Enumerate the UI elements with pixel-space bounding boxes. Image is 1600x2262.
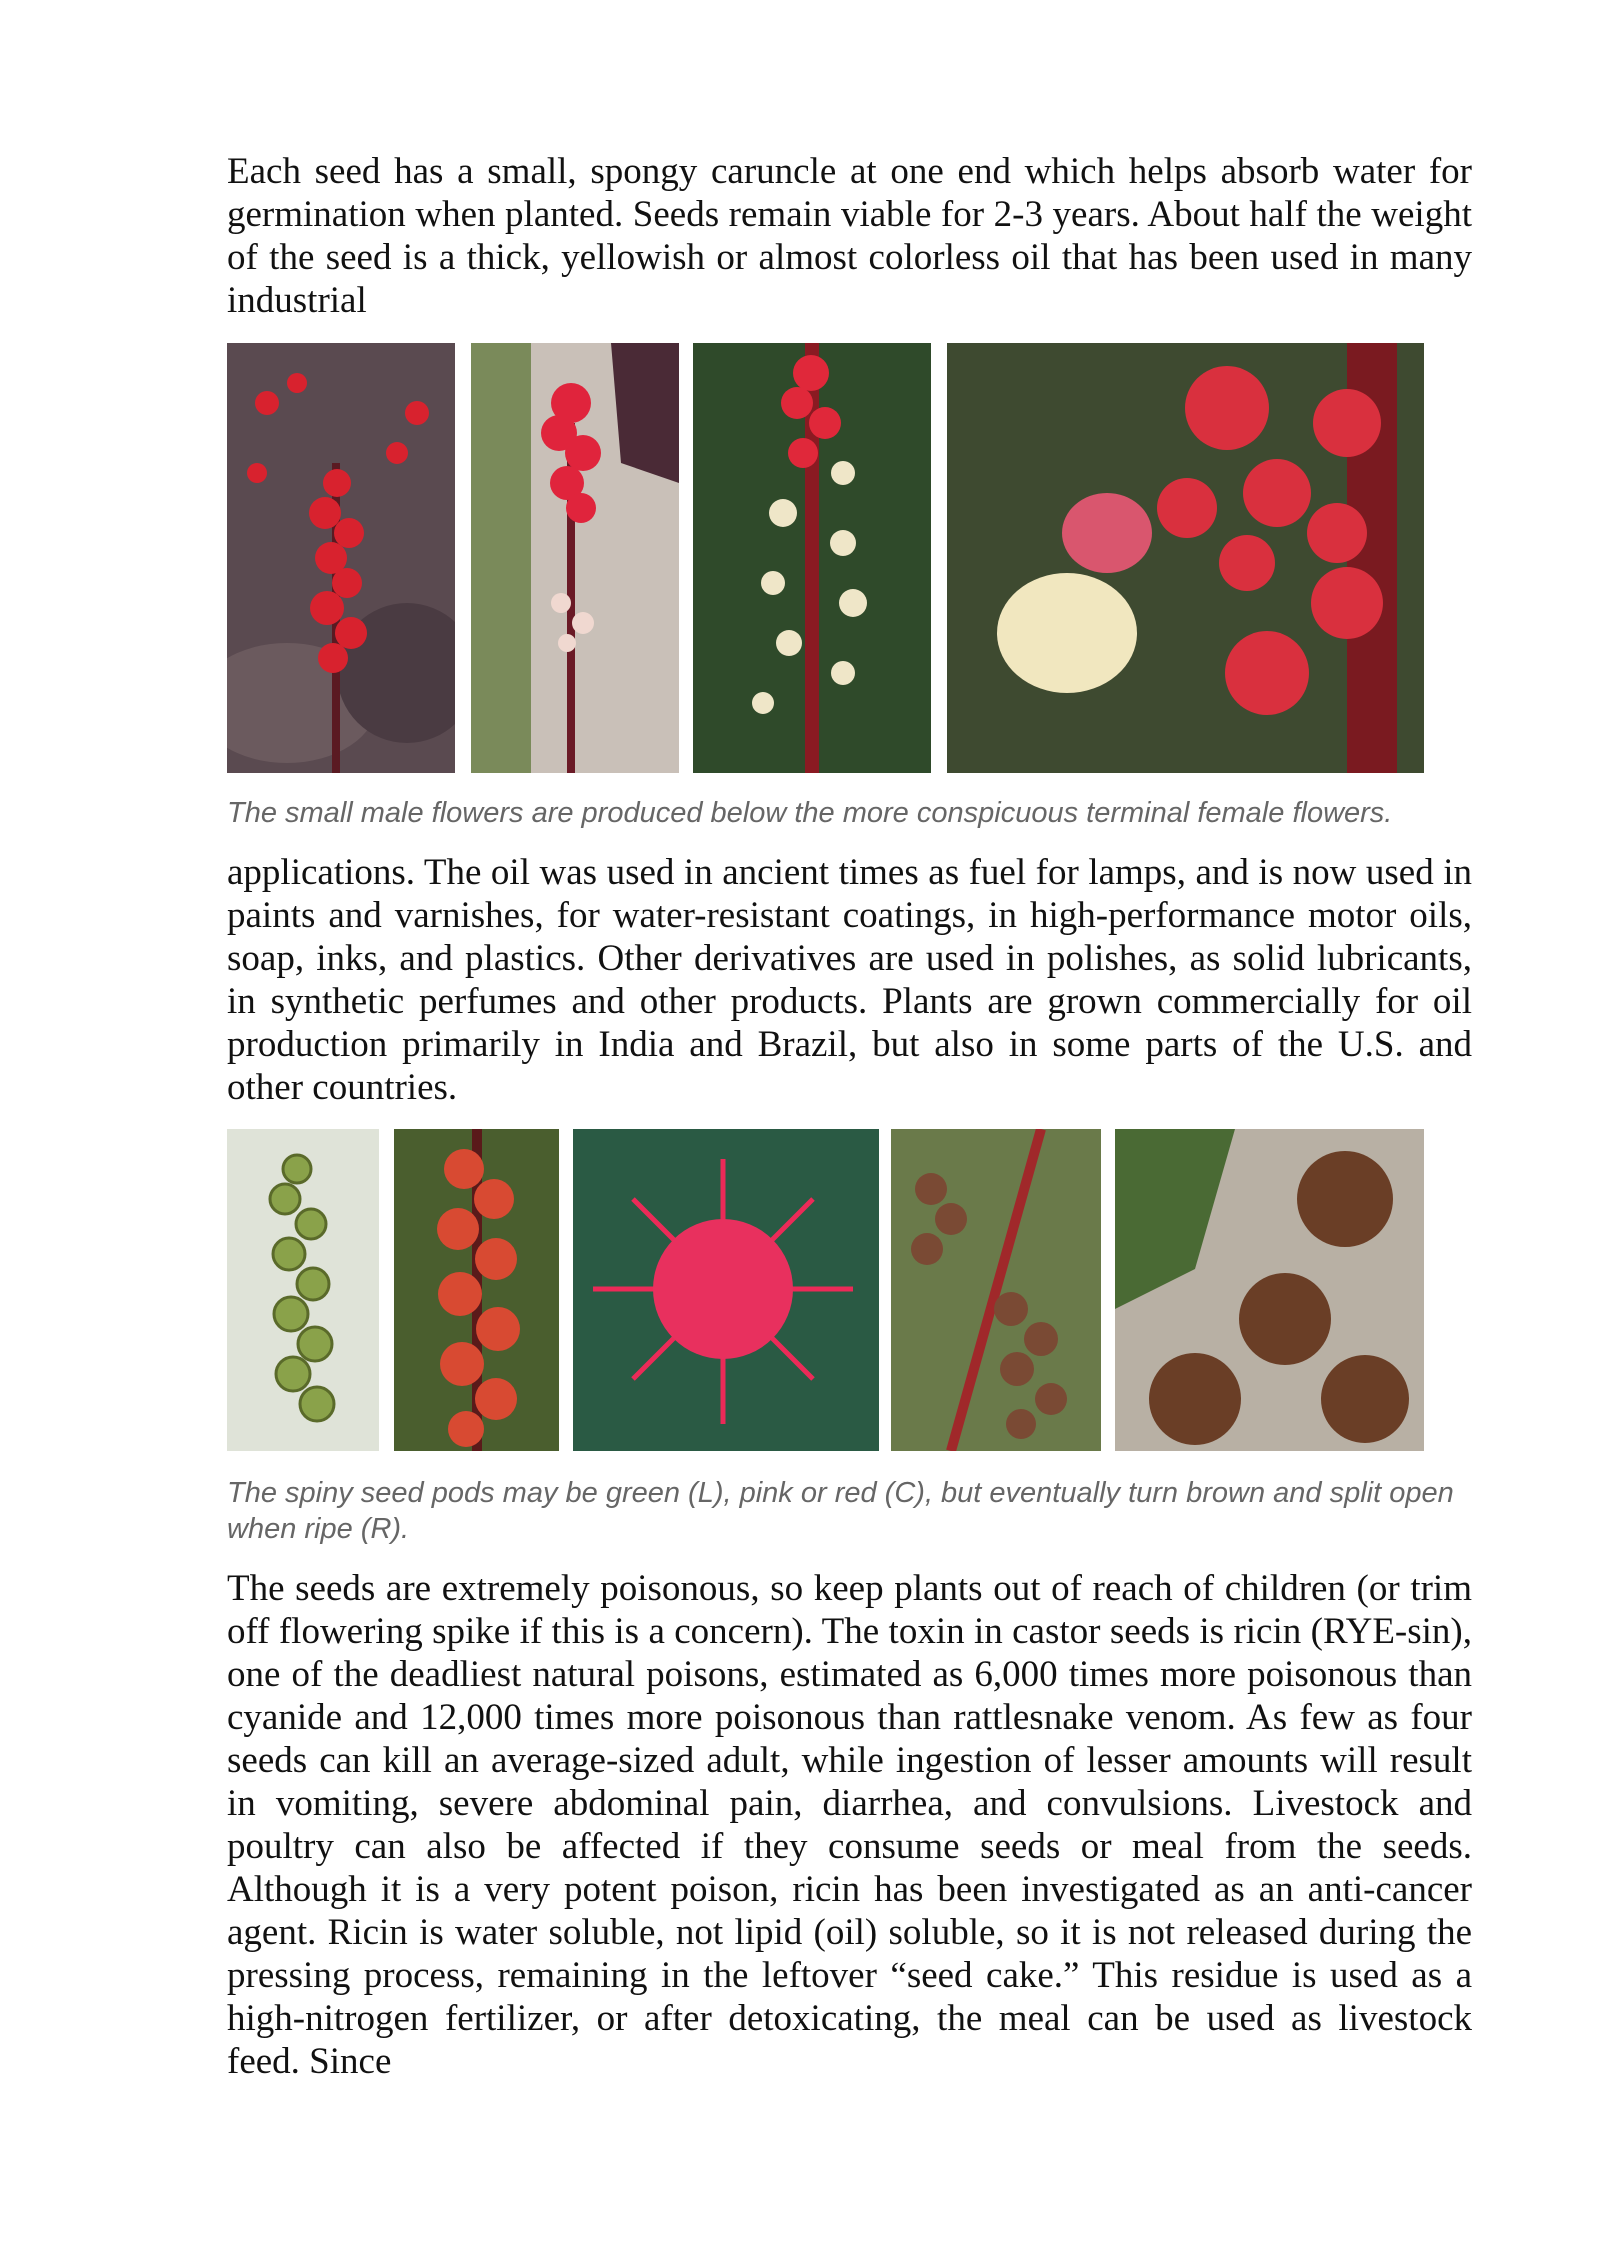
seed-pod-photo-split-ripe [1115, 1129, 1424, 1451]
seed-pod-photo-red-cluster [394, 1129, 559, 1451]
seed-pod-photo-brown-cluster [891, 1129, 1101, 1451]
caption-flowers: The small male flowers are produced below the more conspicuous terminal female flowers. [227, 797, 1393, 829]
paragraph-ricin-toxin: The seeds are extremely poisonous, so keep plants out of reach of children (or trim off flowering spike if this is a concern). The toxin in castor seeds is ricin (RYE-sin), one of the deadliest natural poisons, estimated as 6,000 times more poisonous than cyanide and 12,000 times more poisonous than rattlesnake venom. As few as four seeds can kill an average-sized adult, while ingestion of lesser amounts will result in vomiting, severe abdominal pain, diarrhea, and convulsions. Livestock and poultry can also be affected if they consume seeds or meal from the seeds. Although it is a very potent poison, ricin has been investigated as an anti-cancer agent. Ricin is water soluble, not lipid (oil) soluble, so it is not released during the pressing process, remaining in the leftover “seed cake.” This residue is used as a high-nitrogen fertilizer, or after detoxicating, the meal can be used as livestock feed. Since [227, 1568, 1472, 2082]
flower-photo-male-flowers [693, 343, 931, 773]
paragraph-oil-applications: applications. The oil was used in ancient times as fuel for lamps, and is now used in paints and varnishes, for water-resistant coatings, in high-performance motor oils, soap, inks, and plastics. Other derivatives are used in polishes, as solid lubricants, in synthetic perfumes and other products. Plants are grown commercially for oil production primarily in India and Brazil, but also in some parts of the U.S. and other countries. [227, 852, 1472, 1108]
flower-photo-closeup [947, 343, 1424, 773]
flower-photo-row [227, 343, 1424, 773]
seed-pod-photo-row [227, 1129, 1424, 1451]
seed-pod-photo-spiny-red [573, 1129, 879, 1451]
flower-photo-plant [227, 343, 455, 773]
caption-seed-pods: The spiny seed pods may be green (L), pink or red (C), but eventually turn brown and split open when ripe (R). [227, 1477, 1454, 1545]
seed-pod-photo-green [227, 1129, 379, 1451]
flower-photo-female-spike [471, 343, 679, 773]
paragraph-seed-caruncle: Each seed has a small, spongy caruncle at one end which helps absorb water for germination when planted. Seeds remain viable for 2-3 years. About half the weight of the seed is a thick, yellowish or almost colorless oil that has been used in many industrial [227, 151, 1472, 321]
